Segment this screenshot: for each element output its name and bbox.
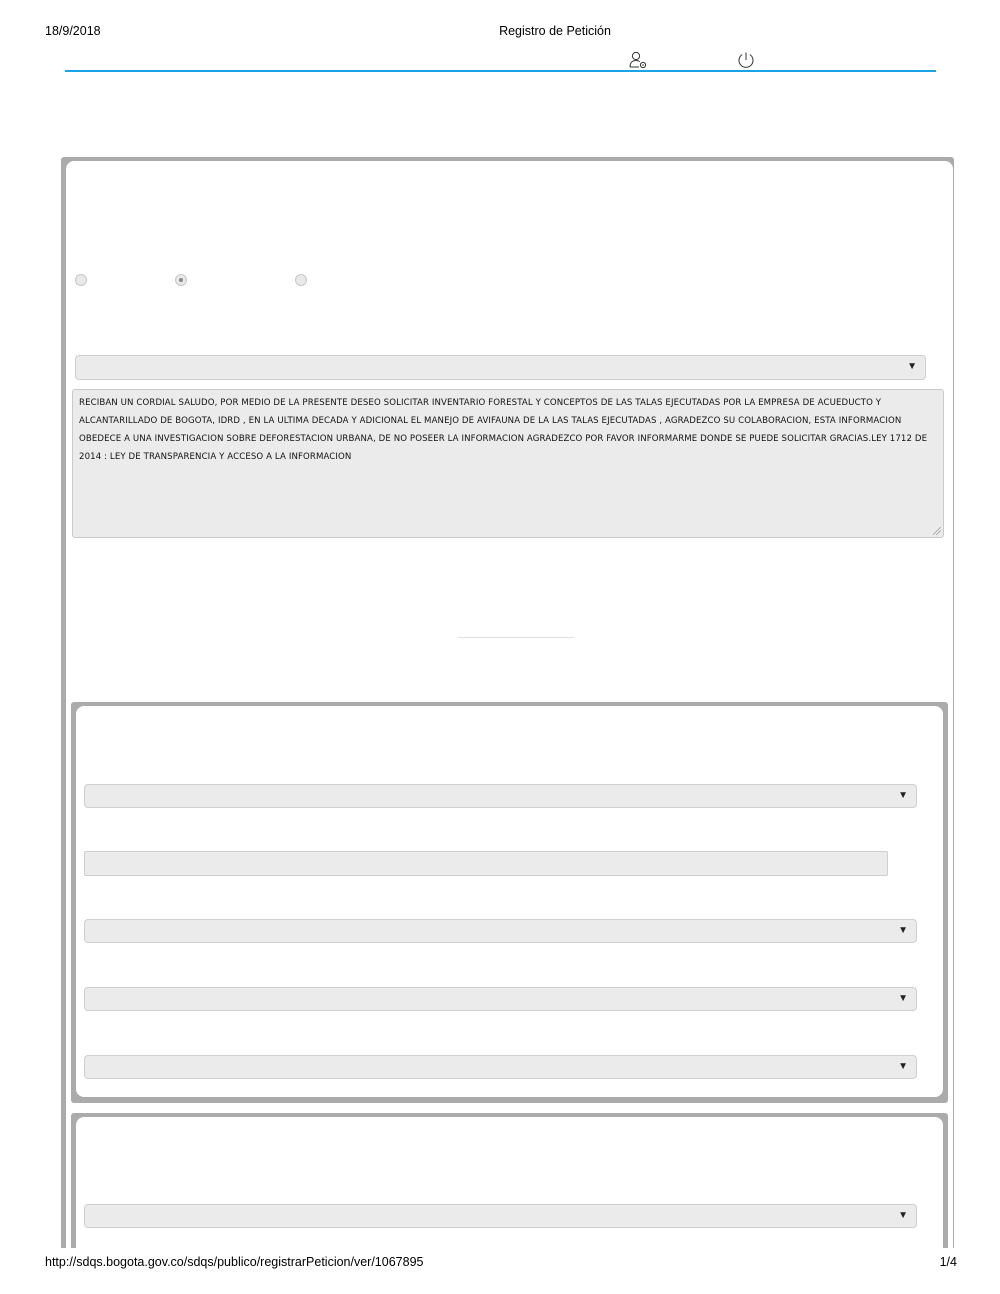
chevron-down-icon: ▼ bbox=[898, 925, 908, 936]
request-type-select[interactable] bbox=[75, 355, 926, 380]
text-input-field[interactable] bbox=[84, 851, 888, 876]
select-field-5[interactable] bbox=[84, 1204, 917, 1228]
select-field-2[interactable] bbox=[84, 919, 917, 943]
chevron-down-icon: ▼ bbox=[898, 790, 908, 801]
description-textarea[interactable] bbox=[72, 389, 944, 538]
description-text: RECIBAN UN CORDIAL SALUDO, POR MEDIO DE LA PRESENTE DESEO SOLICITAR INVENTARIO FORESTAL Y CONCEPTOS DE LAS TALAS EJECUTADAS POR LA EMPRESA DE ACUEDUCTO Y ALCANTARILLADO DE BOGOTA, IDRD , EN LA ULTIMA DECADA Y ADICIONAL EL MANEJO DE AVIFAUNA DE LA LAS TALAS EJECUTADAS , AGRADEZCO SU COLABORACION, ESTA INFORMACION OBEDECE A UNA INVESTIGACION SOBRE DEFORESTACION URBANA, DE NO POSEER LA INFORMACION AGRADEZCO POR FAVOR INFORMARME DONDE SE PUEDE SOLICITAR GRACIAS.LEY 1712 DE 2014 : LEY DE TRANSPARENCIA Y ACCESO A LA INFORMACION bbox=[79, 398, 928, 462]
section-divider bbox=[458, 637, 574, 638]
location-panel bbox=[76, 706, 943, 1097]
user-settings-icon[interactable] bbox=[628, 51, 648, 69]
page-number: 1/4 bbox=[939, 1255, 957, 1269]
resize-handle-icon[interactable] bbox=[933, 527, 941, 535]
power-icon[interactable] bbox=[737, 51, 755, 69]
print-date: 18/9/2018 bbox=[45, 24, 101, 38]
radio-option-2[interactable] bbox=[175, 274, 187, 286]
radio-option-3[interactable] bbox=[295, 274, 307, 286]
header-divider bbox=[65, 70, 936, 72]
select-field-1[interactable] bbox=[84, 784, 917, 808]
chevron-down-icon: ▼ bbox=[898, 993, 908, 1004]
chevron-down-icon: ▼ bbox=[907, 361, 917, 372]
chevron-down-icon: ▼ bbox=[898, 1061, 908, 1072]
page-url: http://sdqs.bogota.gov.co/sdqs/publico/registrarPeticion/ver/1067895 bbox=[45, 1255, 424, 1269]
radio-option-1[interactable] bbox=[75, 274, 87, 286]
select-field-4[interactable] bbox=[84, 1055, 917, 1079]
chevron-down-icon: ▼ bbox=[898, 1210, 908, 1221]
select-field-3[interactable] bbox=[84, 987, 917, 1011]
page-title: Registro de Petición bbox=[499, 24, 611, 38]
